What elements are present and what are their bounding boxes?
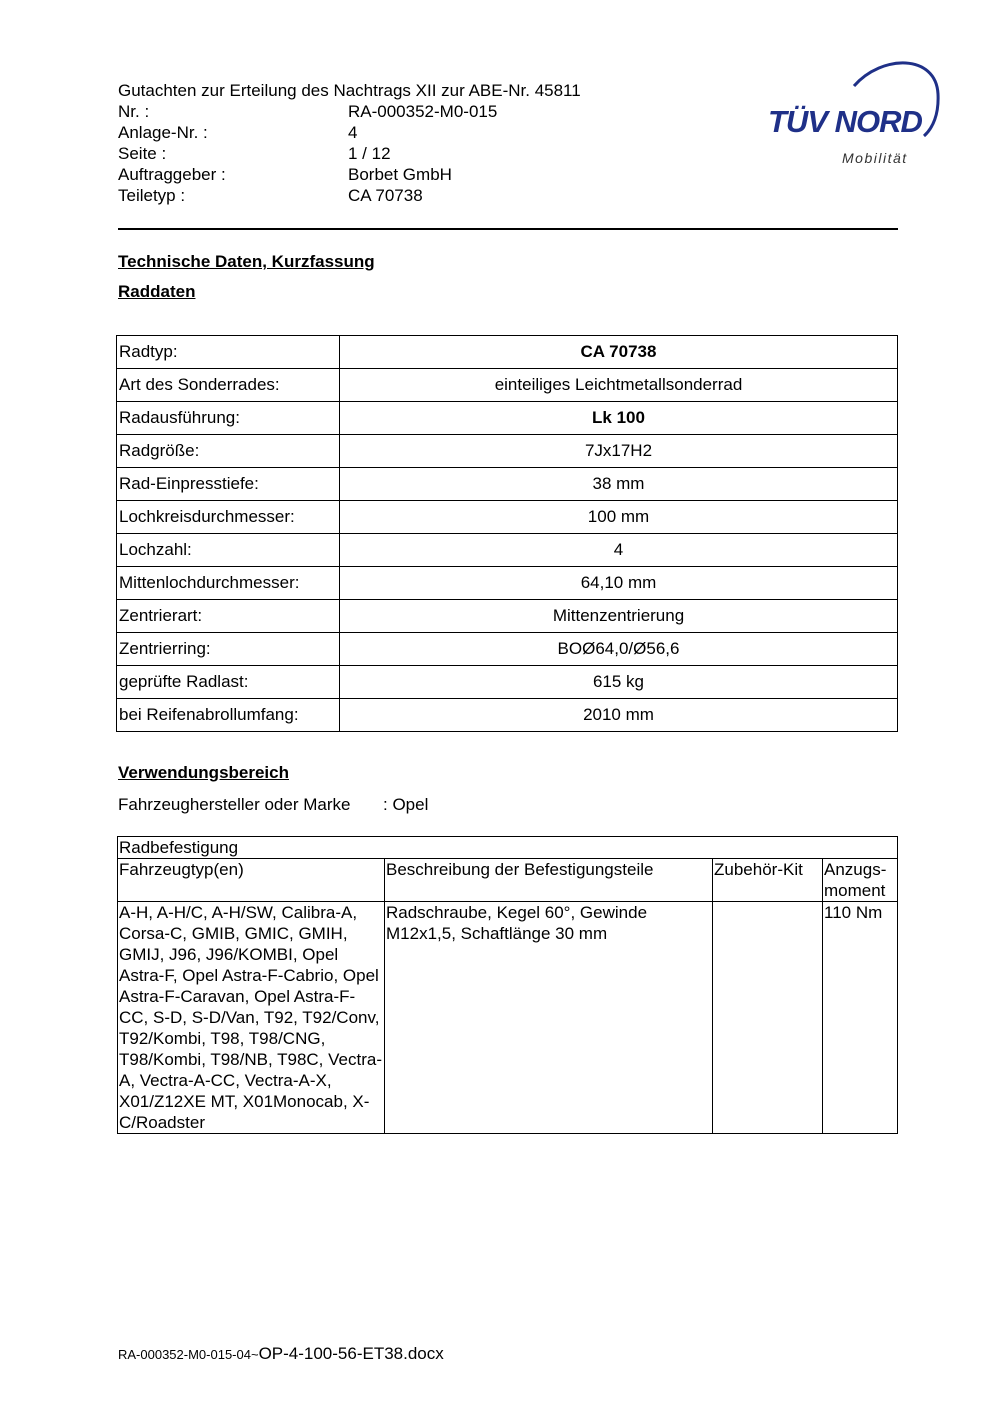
table-row [117,567,898,600]
raddaten-value: einteiliges Leichtmetallsonderrad [340,369,898,402]
section-title-technische-daten: Technische Daten, Kurzfassung [118,252,375,271]
logo-subtitle: Mobilität [842,150,908,166]
raddaten-value: Mittenzentrierung [340,600,898,633]
column-header: Beschreibung der Befestigungsteile [385,859,713,902]
column-header: Fahrzeugtyp(en) [118,859,385,902]
tuv-nord-logo [760,56,945,176]
raddaten-label: bei Reifenabrollumfang: [117,699,340,732]
marke-label: Fahrzeughersteller oder Marke [118,795,351,814]
footer-filename: OP-4-100-56-ET38.docx [258,1344,444,1363]
raddaten-value: CA 70738 [340,336,898,369]
header-value: RA-000352-M0-015 [348,102,498,121]
header-label: Anlage-Nr. : [118,123,208,142]
raddaten-label: Lochkreisdurchmesser: [117,501,340,534]
table-header-row [118,859,898,902]
table-row [117,633,898,666]
fahrzeughersteller-line [118,795,428,815]
column-header: Anzugs-moment [823,859,898,902]
table-row [117,534,898,567]
table-row [117,600,898,633]
raddaten-value: 100 mm [340,501,898,534]
header-value: CA 70738 [348,186,423,205]
table-row [117,699,898,732]
header-value: 1 / 12 [348,144,391,163]
header-value: Borbet GmbH [348,165,452,184]
header-row-teiletyp [118,185,581,206]
table-row [117,402,898,435]
column-header: Zubehör-Kit [713,859,823,902]
raddaten-label: Rad-Einpresstiefe: [117,468,340,501]
raddaten-label: Art des Sonderrades: [117,369,340,402]
header-row-auftraggeber [118,164,581,185]
beschreibung-cell: Radschraube, Kegel 60°, Gewinde M12x1,5, Schaftlänge 30 mm [385,902,713,1134]
raddaten-label: Zentrierart: [117,600,340,633]
header-row-nr [118,101,581,122]
raddaten-label: Mittenlochdurchmesser: [117,567,340,600]
raddaten-value: 4 [340,534,898,567]
footer-prefix: RA-000352-M0-015-04~ [118,1347,259,1362]
header-divider [118,228,898,230]
raddaten-value: 7Jx17H2 [340,435,898,468]
header-label: Teiletyp : [118,186,186,205]
anzugsmoment-cell: 110 Nm [823,902,898,1134]
radbefestigung-table [117,836,898,1134]
table-row [117,435,898,468]
raddaten-value: 64,10 mm [340,567,898,600]
table-row [117,336,898,369]
header-title: Gutachten zur Erteilung des Nachtrags XII zur ABE-Nr. 45811 [118,81,581,100]
header-label: Nr. : [118,102,150,121]
zubehoer-cell [713,902,823,1134]
document-header [118,80,581,206]
raddaten-label: Zentrierring: [117,633,340,666]
raddaten-value: 38 mm [340,468,898,501]
table-row [117,666,898,699]
table-row [117,501,898,534]
raddaten-table [116,335,898,732]
section-title-raddaten: Raddaten [118,282,196,301]
raddaten-value: 2010 mm [340,699,898,732]
radbefestigung-title: Radbefestigung [118,837,898,859]
raddaten-label: Radtyp: [117,336,340,369]
table-row [118,902,898,1134]
header-label: Seite : [118,144,167,163]
table-row [118,837,898,859]
fahrzeugtypen-cell: A-H, A-H/C, A-H/SW, Calibra-A, Corsa-C, GMIB, GMIC, GMIH, GMIJ, J96, J96/KOMBI, Opel Astra-F, Opel Astra-F-Cabrio, Opel Astra-F-Caravan, Opel Astra-F-CC, S-D, S-D/Van, T92, T92/Conv, T92/Kombi, T98, T98/CNG, T98/Kombi, T98/NB, T98C, Vectra-A, Vectra-A-CC, Vectra-A-X, X01/Z12XE MT, X01Monocab, X-C/Roadster [118,902,385,1134]
section-title-verwendungsbereich: Verwendungsbereich [118,763,289,782]
table-row [117,468,898,501]
raddaten-value: 615 kg [340,666,898,699]
raddaten-label: Radgröße: [117,435,340,468]
header-value: 4 [348,123,358,142]
header-row-seite [118,143,581,164]
marke-value: : Opel [383,795,429,814]
header-label: Auftraggeber : [118,165,226,184]
raddaten-value: Lk 100 [340,402,898,435]
header-row-anlage [118,122,581,143]
raddaten-label: Radausführung: [117,402,340,435]
raddaten-value: BOØ64,0/Ø56,6 [340,633,898,666]
logo-brand: TÜV NORD [768,104,922,139]
table-row [117,369,898,402]
raddaten-label: Lochzahl: [117,534,340,567]
document-footer [118,1344,444,1364]
raddaten-label: geprüfte Radlast: [117,666,340,699]
